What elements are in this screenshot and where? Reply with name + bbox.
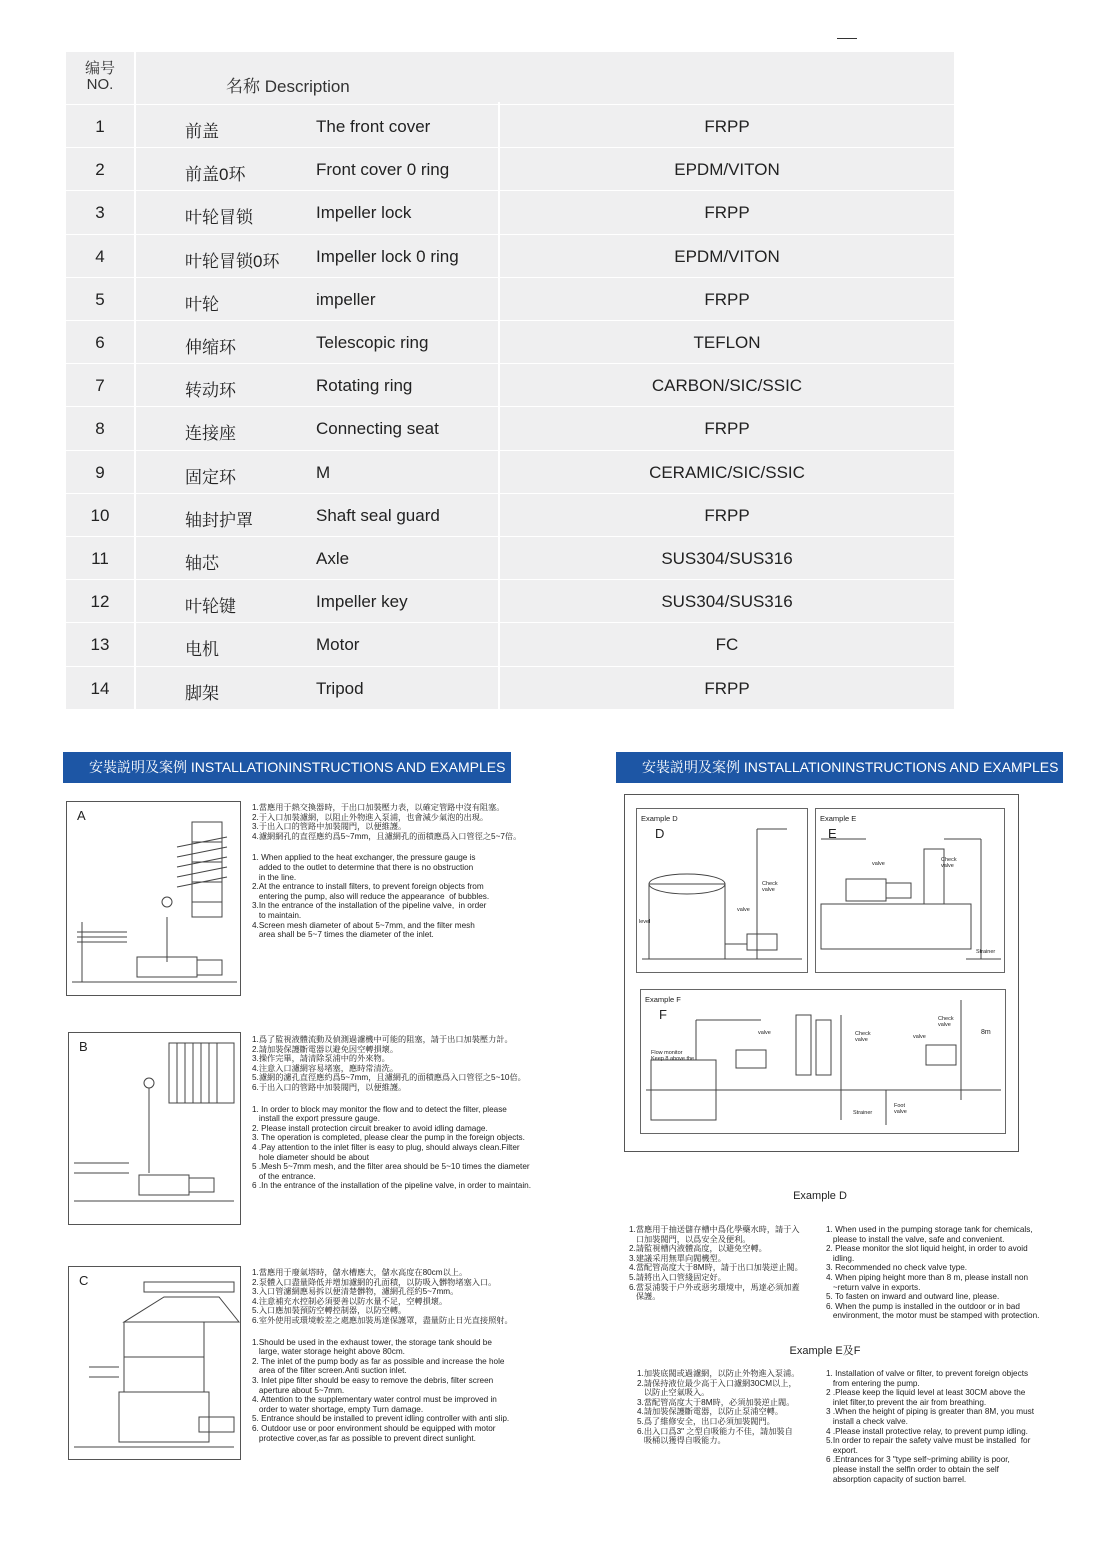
- text-line: 5. To fasten on inward and outward line, please.: [826, 1292, 1000, 1302]
- valve-label: valve: [737, 907, 750, 913]
- text-line: 6.出入口爲3" 之型自吸能力不佳，請加裝自: [637, 1426, 793, 1436]
- text-line: 4.請加裝保護斷電器，以防止泵浦空轉。: [637, 1407, 784, 1417]
- part-name-en: Impeller key: [316, 592, 408, 612]
- text-line: 2.請保持液位最少高于入口濾網30CM以上，: [637, 1378, 797, 1388]
- text-line: 3.In the entrance of the installation of the pipeline valve, in order: [252, 901, 487, 911]
- strainer-label: Strainer: [976, 949, 996, 955]
- text-line: 2.At the entrance to install filters, to prevent foreign objects from: [252, 882, 484, 892]
- table-row: [66, 406, 954, 449]
- part-name-en: Impeller lock 0 ring: [316, 246, 459, 266]
- text-line: 3. Inlet pipe filter should be easy to remove the debris, filter screen: [252, 1375, 494, 1385]
- part-material: FRPP: [704, 203, 750, 223]
- example-d-box: [636, 808, 808, 973]
- table-row: [66, 579, 954, 622]
- part-name-en: Tripod: [316, 678, 364, 698]
- heat-exchanger-diagram: [67, 802, 240, 995]
- text-line: to maintain.: [252, 910, 302, 920]
- text-line: 2. Please monitor the slot liquid height, in order to avoid: [826, 1244, 1028, 1254]
- example-b-text: [252, 1035, 532, 1191]
- part-name-en: Telescopic ring: [316, 333, 429, 352]
- part-number: 14: [90, 678, 110, 698]
- text-line: 1.Should be used in the exhaust tower, the storage tank should be: [252, 1337, 492, 1347]
- part-name-cn: 固定环: [185, 467, 236, 487]
- height-label: 8m: [981, 1029, 991, 1036]
- part-name-cn: 连接座: [185, 424, 236, 444]
- part-material: CARBON/SIC/SSIC: [651, 376, 803, 396]
- text-line: install a check valve.: [826, 1416, 908, 1426]
- text-line: 2.于入口加裝濾網，以阻止外物進入泵浦，也會減少氣泡的出現。: [252, 812, 489, 822]
- example-f-sketch: [641, 990, 1005, 1133]
- text-line: 1. Installation of valve or filter, to prevent foreign objects: [826, 1369, 1029, 1378]
- text-line: 4.當配管高度大于8M時，請于出口加裝逆止閥。: [629, 1263, 803, 1273]
- part-number: 1: [95, 117, 105, 136]
- text-line: please install the selfln order to obtain the self: [826, 1464, 999, 1474]
- table-row: [66, 320, 954, 363]
- text-line: environment, the motor must be stamped with protection.: [826, 1311, 1040, 1321]
- text-line: 5. Entrance should be installed to prevent idling controller with anti slip.: [252, 1414, 510, 1424]
- text-line: 2.請加裝保護斷電器以避免因空轉損壞。: [252, 1044, 399, 1054]
- example-a-label: A: [77, 808, 86, 823]
- part-name-cn: 叶轮: [185, 294, 219, 314]
- valve-label: valve: [913, 1034, 926, 1040]
- text-line: 3.于出入口的管路中加裝閥門，以便維護。: [252, 822, 407, 832]
- example-c-label: C: [79, 1273, 89, 1288]
- filter-press-diagram: [69, 1033, 240, 1224]
- valve-label: valve: [758, 1030, 771, 1036]
- text-line: 1. When used in the pumping storage tank for chemicals,: [826, 1225, 1033, 1234]
- text-line: 保護。: [629, 1292, 661, 1302]
- text-line: 4 .Please install protective relay, to prevent pump idling.: [826, 1426, 1028, 1436]
- part-number: 12: [90, 592, 110, 612]
- part-number: 11: [91, 549, 109, 568]
- part-material: FRPP: [704, 117, 750, 136]
- part-name-cn: 前盖: [185, 122, 219, 141]
- text-line: 4.Screen mesh diameter of about 5~7mm, and the filter mesh: [252, 920, 475, 930]
- part-name-cn: 转动环: [185, 381, 236, 401]
- part-number: 9: [95, 462, 105, 482]
- text-line: 3. The operation is completed, please clear the pump in the foreign objects.: [252, 1133, 525, 1143]
- part-number: 10: [90, 505, 110, 525]
- text-line: 5.濾網的濾孔直徑應約爲5~7mm，且濾網孔的面積應爲入口管徑之5~10倍。: [252, 1073, 526, 1083]
- table-row: [66, 277, 954, 320]
- text-line: 吸桶以獲得自吸能力。: [637, 1436, 726, 1446]
- parts-table: [66, 52, 954, 709]
- example-c-text: [252, 1268, 527, 1443]
- text-line: 以防止空氣吸入。: [637, 1388, 710, 1398]
- text-line: 2.請監視槽内液體高度，以避免空轉。: [629, 1244, 767, 1254]
- part-name-en: Connecting seat: [316, 419, 439, 439]
- text-line: 6.當泵浦裝于户外或惡劣環境中，馬達必須加蓋: [629, 1282, 800, 1292]
- table-row: [66, 234, 954, 277]
- table-header: [66, 52, 954, 104]
- example-d-letter: D: [655, 826, 665, 841]
- part-name-cn: 轴封护罩: [185, 510, 253, 530]
- example-e-letter: E: [828, 826, 837, 841]
- text-line: 6 .In the entrance of the installation of the pipeline valve, in order to maintain.: [252, 1181, 532, 1191]
- text-line: 5 .Mesh 5~7mm mesh, and the filter area should be 5~10 times the diameter: [252, 1162, 530, 1172]
- text-line: area shall be 5~7 times the diameter of the inlet.: [252, 930, 434, 940]
- part-name-cn: 伸缩环: [185, 338, 236, 357]
- part-name-en: The front cover: [316, 117, 431, 136]
- part-number: 2: [95, 160, 105, 180]
- part-material: FRPP: [704, 678, 750, 698]
- table-row: [66, 190, 954, 233]
- table-row: [66, 363, 954, 406]
- text-line: added to the outlet to determine that there is no obstruction: [252, 862, 474, 872]
- part-number: 8: [95, 419, 105, 439]
- table-row: [66, 666, 954, 709]
- example-b-figure: [68, 1032, 241, 1225]
- part-name-cn: 脚架: [185, 683, 219, 703]
- text-line: 5.請將出入口管綫固定好。: [629, 1272, 726, 1282]
- part-name-en: Axle: [316, 549, 350, 568]
- part-name-en: Impeller lock: [316, 203, 412, 223]
- text-line: 1.當應用于抽送儲存槽中爲化學藥水時，請于入: [629, 1225, 800, 1234]
- text-line: 6.室外使用或環境較差之處應加裝馬達保護罩，盡量防止日光直接照射。: [252, 1315, 513, 1325]
- part-material: SUS304/SUS316: [661, 549, 793, 568]
- example-c-figure: [68, 1266, 241, 1460]
- example-e-sketch: [816, 809, 1004, 972]
- part-material: FRPP: [704, 419, 750, 439]
- table-row: [66, 536, 954, 579]
- part-material: CERAMIC/SIC/SSIC: [649, 462, 805, 482]
- table-row: [66, 450, 954, 493]
- left-section-title: 安裝説明及案例 INSTALLATIONINSTRUCTIONS AND EXAMPLES: [63, 752, 511, 783]
- text-line: 1.爲了監視液體流動及偵測過濾機中可能的阻塞，請于出口加裝壓力計。: [252, 1035, 513, 1044]
- check-valve-label: Check valve: [941, 857, 957, 869]
- part-name-en: Rotating ring: [316, 376, 413, 396]
- text-line: 6. Outdoor use or poor environment should be equipped with motor: [252, 1423, 496, 1433]
- text-line: 4. When piping height more than 8 m, please install non: [826, 1272, 1029, 1282]
- header-description: 名称 Description: [226, 77, 350, 96]
- part-number: 3: [95, 203, 105, 223]
- text-line: large, water storage height above 80cm.: [252, 1347, 405, 1357]
- example-d-cn-text: [629, 1225, 814, 1302]
- text-line: in the line.: [252, 872, 297, 882]
- foot-valve-label: Foot valve: [894, 1103, 907, 1115]
- part-name-cn: 叶轮键: [185, 597, 236, 617]
- text-line: entering the pump, also will reduce the appearance of bubbles.: [252, 891, 490, 901]
- text-line: 1.加裝底閥或過濾網，以防止外物進入泵浦。: [637, 1369, 800, 1378]
- text-line: 4. Attention to the supplementary water control must be improved in: [252, 1395, 497, 1405]
- text-line: 1.當應用于廢氣塔時，儲水槽應大，儲水高度在80cm以上。: [252, 1268, 468, 1277]
- text-line: 3. Recommended no check valve type.: [826, 1263, 968, 1273]
- text-line: 口加裝閥門，以爲安全及便利。: [629, 1234, 751, 1244]
- example-d-label: Example D: [641, 814, 678, 823]
- example-e-label: Example E: [820, 814, 857, 823]
- part-material: EPDM/VITON: [674, 246, 780, 266]
- text-line: of the entrance.: [252, 1171, 316, 1181]
- example-b-label: B: [79, 1039, 88, 1054]
- top-dash: [837, 38, 857, 39]
- table-row: [66, 493, 954, 536]
- part-name-cn: 前盖0环: [185, 165, 246, 185]
- table-row: [66, 104, 954, 147]
- table-row: [66, 622, 954, 665]
- example-ef-en-text: [826, 1369, 1071, 1484]
- part-material: TEFLON: [693, 333, 761, 352]
- text-line: from entering the pump.: [826, 1378, 920, 1388]
- text-line: 3.入口管濾網應易拆以便清楚髒物，濾網孔徑約5~7mm。: [252, 1287, 459, 1297]
- part-name-cn: 叶轮冒锁: [185, 208, 253, 228]
- part-name-en: Front cover 0 ring: [316, 160, 450, 180]
- part-number: 13: [90, 635, 110, 655]
- text-line: 5.In order to repair the safety valve must be installed for: [826, 1436, 1031, 1446]
- part-number: 7: [95, 376, 105, 396]
- example-a-text: [252, 803, 522, 940]
- valve-label: valve: [872, 861, 885, 867]
- right-section-title: 安裝説明及案例 INSTALLATIONINSTRUCTIONS AND EXAMPLES: [616, 752, 1063, 783]
- check-valve-label: Check valve: [762, 881, 778, 893]
- text-line: 4.注意補充水控制必須要善以防水量不足，空轉損壞。: [252, 1296, 448, 1306]
- header-no: 编号 NO.: [84, 60, 115, 93]
- example-ef-cn-text: [637, 1369, 822, 1446]
- part-name-en: impeller: [316, 289, 376, 309]
- check-valve-label: Check valve: [855, 1031, 871, 1043]
- part-name-cn: 轴芯: [185, 554, 219, 573]
- part-name-cn: 叶轮冒锁0环: [185, 251, 280, 271]
- text-line: export.: [826, 1445, 858, 1455]
- text-line: 5.入口應加裝預防空轉控制器，以防空轉。: [252, 1306, 407, 1316]
- text-line: 3.操作完畢，請清除泵浦中的外來物。: [252, 1054, 390, 1064]
- text-line: 4.注意入口濾網容易堵塞，應時常清洗。: [252, 1063, 399, 1073]
- example-a-figure: [66, 801, 241, 996]
- part-name-en: Motor: [316, 635, 360, 655]
- part-name-en: M: [316, 462, 331, 482]
- example-ef-caption: Example E及F: [789, 1345, 861, 1357]
- text-line: aperture about 5~7mm.: [252, 1385, 345, 1395]
- part-name-cn: 电机: [185, 640, 219, 660]
- part-material: SUS304/SUS316: [661, 592, 793, 612]
- text-line: 6.于出入口的管路中加裝閥門，以便維護。: [252, 1082, 407, 1092]
- text-line: order to water shortage, empty Turn damage.: [252, 1404, 424, 1414]
- part-name-en: Shaft seal guard: [316, 505, 440, 525]
- text-line: 6 .Entrances for 3 "type self~priming ability is poor,: [826, 1455, 1010, 1465]
- examples-def-diagram: [624, 794, 1019, 1152]
- text-line: 5.爲了維修安全，出口必須加裝閥門。: [637, 1416, 775, 1426]
- text-line: 2. The inlet of the pump body as far as possible and increase the hole: [252, 1356, 505, 1366]
- part-material: EPDM/VITON: [674, 160, 780, 180]
- check-valve-label: Check valve: [938, 1016, 954, 1028]
- exhaust-tower-diagram: [69, 1267, 240, 1459]
- example-d-caption: Example D: [793, 1190, 847, 1202]
- text-line: 4 .Pay attention to the inlet filter is easy to plug, should always clean.Filter: [252, 1142, 520, 1152]
- example-f-box: [640, 989, 1006, 1134]
- strainer-label: Strainer: [853, 1110, 873, 1116]
- text-line: 2.泵體入口盡量降低并增加濾網的孔面積，以防吸入髒物堵塞入口。: [252, 1277, 497, 1287]
- text-line: 6. When the pump is installed in the outdoor or in bad: [826, 1301, 1020, 1311]
- text-line: 3 .When the height of piping is greater than 8M, you must: [826, 1407, 1034, 1417]
- text-line: 2. Please install protection circuit breaker to avoid idling damage.: [252, 1123, 488, 1133]
- text-line: 3.當配管高度大于8M時，必須加裝逆止閥。: [637, 1397, 795, 1407]
- part-material: FC: [715, 635, 739, 655]
- example-e-box: [815, 808, 1005, 973]
- text-line: protective cover,as far as possible to prevent direct sunlight.: [252, 1433, 476, 1443]
- example-f-label: Example F: [645, 995, 681, 1004]
- text-line: inlet filter,to prevent the air from breathing.: [826, 1397, 987, 1407]
- text-line: idling.: [826, 1253, 855, 1263]
- flow-monitor-label: Flow monitor Keep 8 above the: [651, 1050, 695, 1062]
- part-number: 5: [95, 289, 105, 309]
- part-material: FRPP: [704, 289, 750, 309]
- part-number: 4: [95, 246, 105, 266]
- level-label: level: [639, 919, 651, 925]
- text-line: 1. In order to block may monitor the flow and to detect the filter, please: [252, 1104, 507, 1114]
- text-line: 1. When applied to the heat exchanger, the pressure gauge is: [252, 853, 476, 863]
- text-line: 3.建議采用無單向閥機型。: [629, 1253, 726, 1263]
- text-line: ~return valve in exports.: [826, 1282, 921, 1292]
- text-line: 2 .Please keep the liquid level at least 30CM above the: [826, 1388, 1026, 1398]
- example-d-en-text: [826, 1225, 1071, 1321]
- text-line: 1.當應用于熱交換器時，于出口加裝壓力表，以確定管路中沒有阻塞。: [252, 803, 505, 812]
- example-f-letter: F: [659, 1007, 667, 1022]
- part-material: FRPP: [704, 505, 750, 525]
- text-line: area of the filter screen.Anti suction inlet.: [252, 1366, 407, 1376]
- text-line: 4.濾網網孔的直徑應約爲5~7mm，且濾網孔的面積應爲入口管徑之5~7倍。: [252, 831, 522, 841]
- table-row: [66, 147, 954, 190]
- part-number: 6: [95, 333, 105, 352]
- text-line: hole diameter should be about: [252, 1152, 369, 1162]
- text-line: install the export pressure gauge.: [252, 1114, 380, 1124]
- text-line: absorption capacity of suction barrel.: [826, 1474, 967, 1484]
- text-line: please to install the valve, safe and convenient.: [826, 1234, 1005, 1244]
